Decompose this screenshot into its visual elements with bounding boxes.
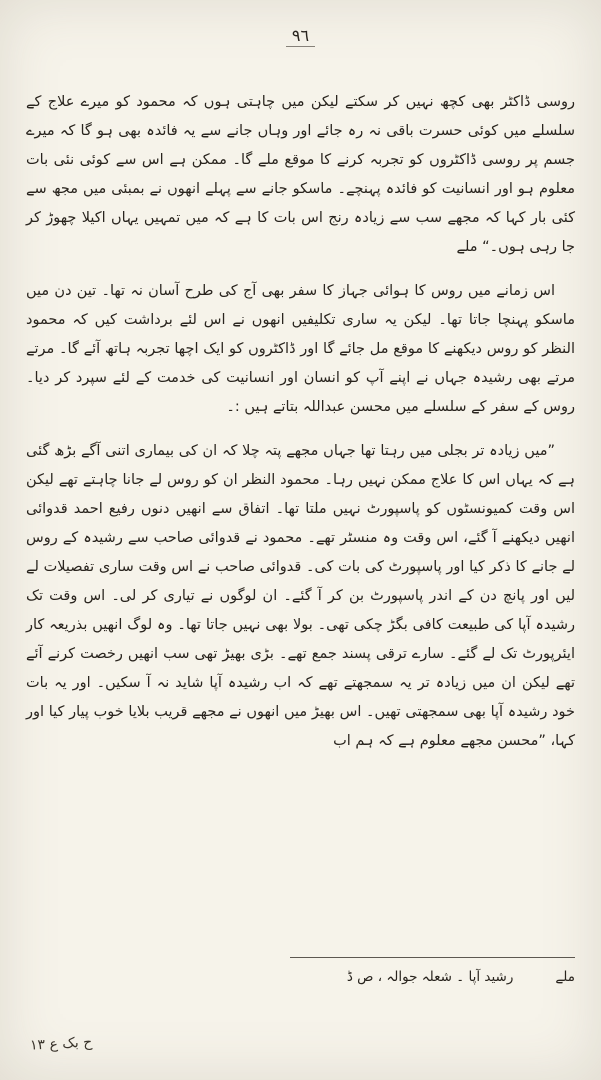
footnote-marker: ملے: [555, 969, 575, 985]
footnote-block: [26, 957, 575, 988]
footnote-separator: [290, 957, 575, 958]
paragraph-3: ”میں زیادہ تر بجلی میں رہتا تھا جہاں مجھے پتہ چلا کہ ان کی بیماری اتنی آگے بڑھ گئی ہے کہ یہاں اس کا علاج ممکن نہیں رہا۔ محمود النظر ان کو روس لے جانا چاہتے تھے لیکن اس وقت کمیونسٹوں کو پاسپورٹ نہیں ملتا تھا۔ اتفاق سے انھیں دنوں رفیع احمد قدوائی انھیں دیکھنے آ گئے، اس وقت وہ منسٹر تھے۔ محمود نے قدوائی صاحب سے رشیدہ کے روس لے جانے کا ذکر کیا اور پاسپورٹ کی بات کی۔ قدوائی صاحب نے اس وقت ساری تفصیلات لے لیں اور پانچ دن کے اندر پاسپورٹ بن کر آ گئے۔ ان لوگوں نے تیاری کر لی۔ اس وقت تک رشیدہ آپا کی طبیعت کافی بگڑ چکی تھی۔ بولا بھی نہیں جاتا تھا۔ وہ لوگ انھیں بذریعہ کار ایئرپورٹ تک لے گئے۔ سارے ترقی پسند جمع تھے۔ بڑی بھیڑ تھی سب انھیں رخصت کرنے آئے تھے لیکن ان میں زیادہ تر یہ سمجھتے تھے کہ اب رشیدہ آپا شاید نہ آ سکیں۔ اور یہ بات خود رشیدہ آپا بھی سمجھتی تھیں۔ اس بھیڑ میں انھوں نے مجھے قریب بلایا خوب پیار کیا اور کہا، ”محسن مجھے معلوم ہے کہ ہم اب: [26, 443, 575, 749]
footnote-line: [26, 966, 575, 988]
footer-handwritten-mark: ح بک ع ۱۳: [29, 1034, 93, 1054]
paragraph-1: روسی ڈاکٹر بھی کچھ نہیں کر سکتے لیکن میں چاہتی ہوں کہ محمود کو میرے علاج کے سلسلے میں کوئی حسرت باقی نہ رہ جائے اور وہاں جانے سے یہ فائدہ بھی ہو گا کہ میرے جسم پر روسی ڈاکٹروں کو تجربہ کرنے کا موقع ملے گا۔ ممکن ہے اس سے کوئی نئی بات معلوم ہو اور انسانیت کو فائدہ پہنچے۔ ماسکو جانے سے پہلے انھوں نے بمبئی میں مجھ سے کئی بار کہا کہ مجھے سب سے زیادہ رنج اس بات کا ہے کہ میں تمہیں یہاں اکیلا چھوڑ کر جا رہی ہوں۔“ ملے: [26, 94, 575, 255]
page-number: [0, 26, 601, 47]
page-body-text: [26, 88, 575, 771]
footnote-text: رشید آپا ۔ شعلہ جوالہ ، ص ڈ: [346, 969, 514, 985]
page-number-value: ٩٦: [286, 26, 315, 47]
paragraph-2: اس زمانے میں روس کا ہوائی جہاز کا سفر بھی آج کی طرح آسان نہ تھا۔ تین دن میں ماسکو پہنچا جاتا تھا۔ لیکن یہ ساری تکلیفیں انھوں نے اس لئے برداشت کیں کہ محمود النظر کو روس دیکھنے کا موقع مل جائے گا اور ڈاکٹروں کو ایک اچھا تجربہ ہاتھ آئے گا۔ مرتے مرتے بھی رشیدہ جہاں نے اپنے آپ کو انسان اور انسانیت کی خدمت کے لئے سپرد کر دیا۔ روس کے سفر کے سلسلے میں محسن عبداللہ بتاتے ہیں :۔: [26, 283, 575, 415]
